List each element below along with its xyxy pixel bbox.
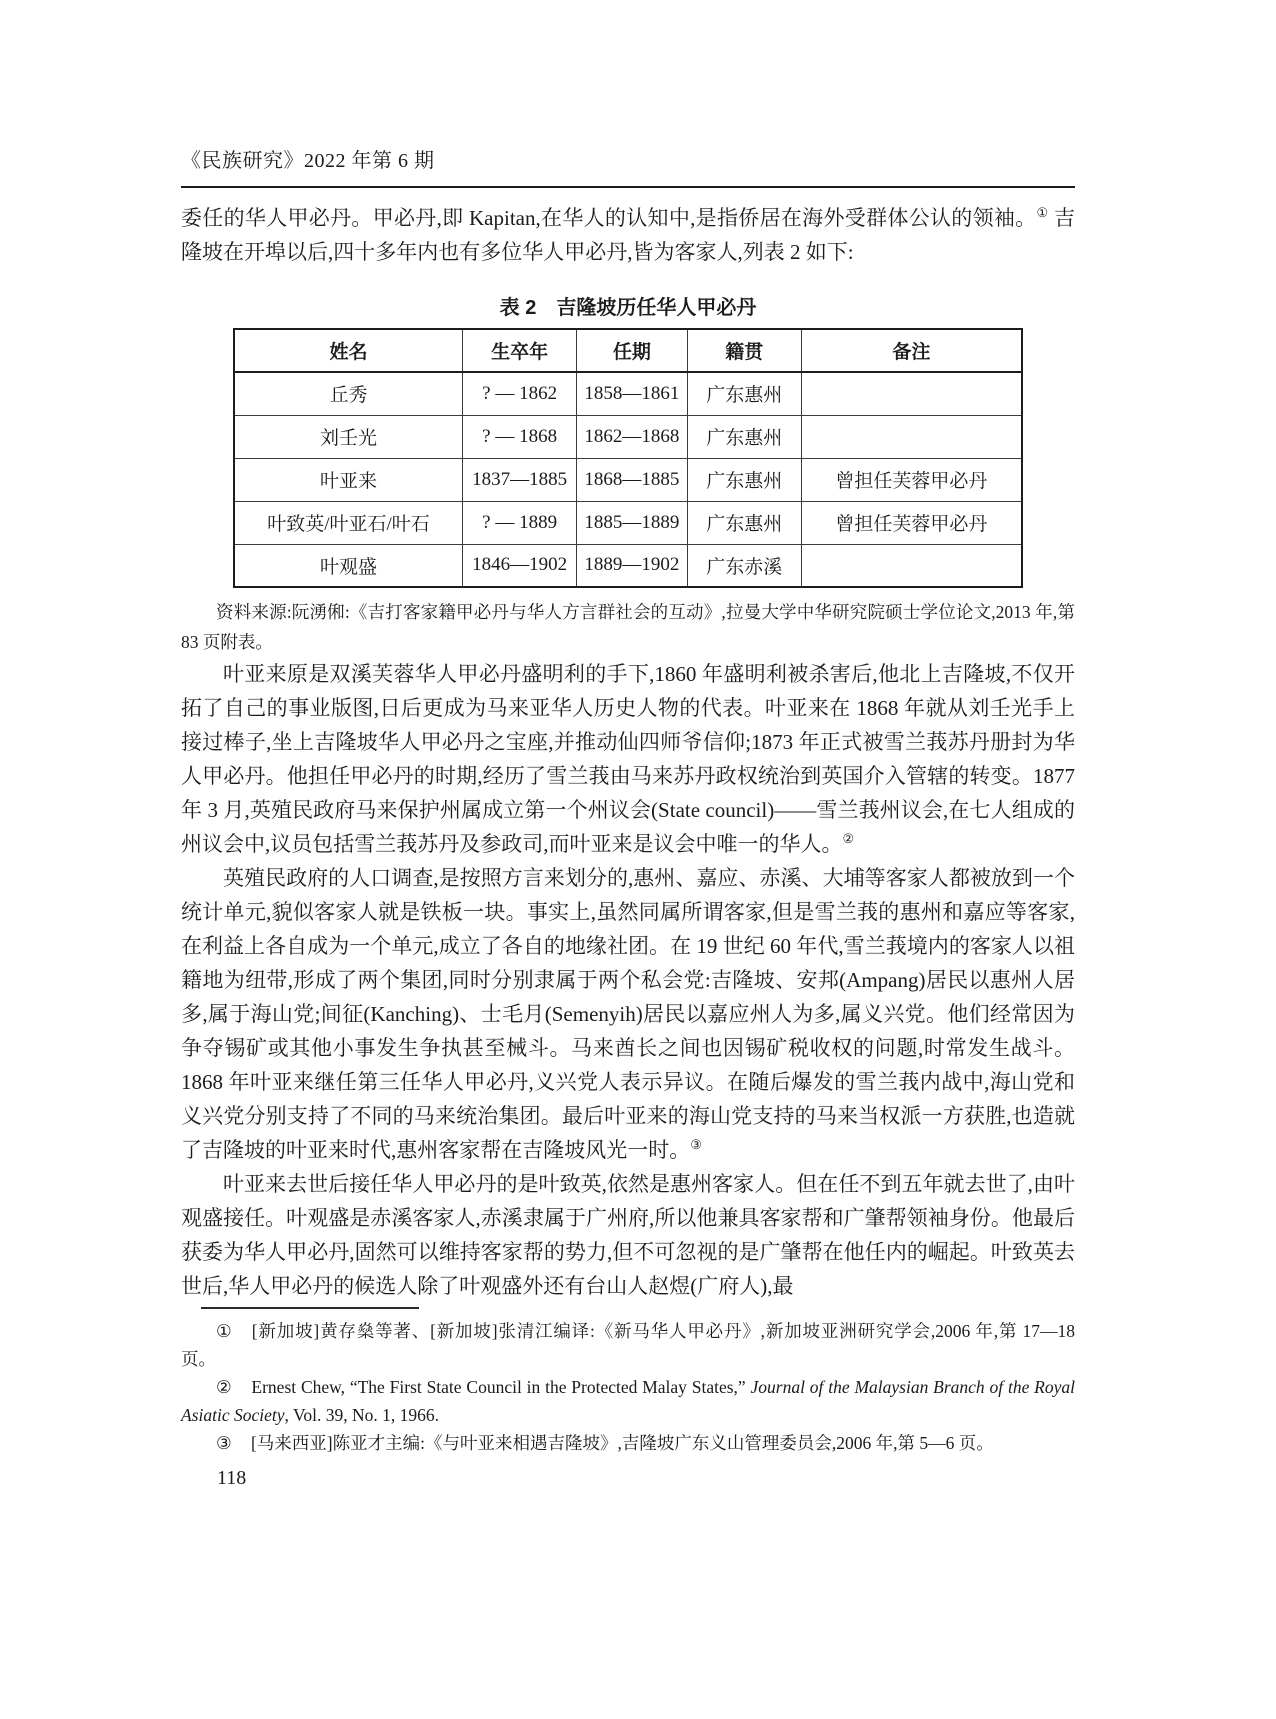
footnote (181, 1373, 1075, 1429)
intro-paragraph (181, 201, 1075, 269)
paragraph-runs (181, 1172, 1075, 1298)
footnote-marker: ① (216, 1321, 233, 1341)
cell-origin: 广东惠州 (687, 372, 801, 415)
cell-name: 叶亚来 (234, 458, 463, 501)
table-caption (181, 295, 1075, 321)
paragraph-runs (181, 662, 1075, 856)
text-run: 委任的华人甲必丹。甲必丹,即 Kapitan,在华人的认知中,是指侨居在海外受群体公认的领袖。 (181, 206, 1037, 230)
kapitan-table-head (234, 329, 1022, 372)
paragraph-runs (181, 866, 1075, 1162)
cell-origin: 广东惠州 (687, 415, 801, 458)
body-paragraphs (181, 657, 1075, 1303)
footnote-rule (201, 1307, 419, 1309)
body-paragraph (181, 1167, 1075, 1303)
cell-term: 1889—1902 (577, 544, 687, 587)
footnote (181, 1429, 1075, 1457)
column-header: 姓名 (234, 329, 463, 372)
column-header: 备注 (801, 329, 1022, 372)
cell-lifespan: 1837—1885 (463, 458, 577, 501)
text-run: 吉隆坡在开埠以后,四十多年内也有多位华人甲必丹,皆为客家人,列表 2 如下: (181, 206, 1075, 264)
kapitan-table (233, 328, 1023, 588)
column-header: 任期 (577, 329, 687, 372)
table-row (234, 372, 1022, 415)
header-rule (181, 186, 1075, 188)
page-number: 118 (217, 1467, 247, 1489)
table-row (234, 458, 1022, 501)
text-run: Ernest Chew, “The First State Council in the Protected Malay States,” (251, 1377, 751, 1397)
cell-term: 1862—1868 (577, 415, 687, 458)
table-row (234, 415, 1022, 458)
text-run: ① (1036, 205, 1049, 220)
text-run: 叶亚来去世后接任华人甲必丹的是叶致英,依然是惠州客家人。但在任不到五年就去世了,由叶观盛接任。叶观盛是赤溪客家人,赤溪隶属于广州府,所以他兼具客家帮和广肇帮领袖身份。他最后获委为华人甲必丹,固然可以维持客家帮的势力,但不可忽视的是广肇帮在他任内的崛起。叶致英去世后,华人甲必丹的候选人除了叶观盛外还有台山人赵煜(广府人),最 (181, 1172, 1075, 1298)
cell-term: 1858—1861 (577, 372, 687, 415)
text-run: 英殖民政府的人口调查,是按照方言来划分的,惠州、嘉应、赤溪、大埔等客家人都被放到一个统计单元,貌似客家人就是铁板一块。事实上,虽然同属所谓客家,但是雪兰莪的惠州和嘉应等客家,在利益上各自成为一个单元,成立了各自的地缘社团。在 19 世纪 60 年代,雪兰莪境内的客家人以祖籍地为纽带,形成了两个集团,同时分别隶属于两个私会党:吉隆坡、安邦(Ampang)居民以惠州人居多,属于海山党;间征(Kanching)、士毛月(Semenyih)居民以嘉应州人为多,属义兴党。他们经常因为争夺锡矿或其他小事发生争执甚至械斗。马来酋长之间也因锡矿税收权的问题,时常发生战斗。1868 年叶亚来继任第三任华人甲必丹,义兴党人表示异议。在随后爆发的雪兰莪内战中,海山党和义兴党分别支持了不同的马来统治集团。最后叶亚来的海山党支持的马来当权派一方获胜,也造就了吉隆坡的叶亚来时代,惠州客家帮在吉隆坡风光一时。 (181, 866, 1075, 1162)
cell-name: 刘壬光 (234, 415, 463, 458)
text-run: ② (842, 831, 855, 846)
cell-lifespan: ? — 1868 (463, 415, 577, 458)
footnote-marker: ② (216, 1377, 233, 1397)
cell-lifespan: ? — 1889 (463, 501, 577, 544)
footnote (181, 1317, 1075, 1373)
table-row (234, 501, 1022, 544)
cell-lifespan: 1846—1902 (463, 544, 577, 587)
cell-lifespan: ? — 1862 (463, 372, 577, 415)
cell-term: 1885—1889 (577, 501, 687, 544)
text-run: Journal of the Malaysian Branch of the Royal Asiatic Society (181, 1377, 1075, 1425)
intro-paragraph-runs (181, 206, 1075, 264)
text-run: [新加坡]黄存燊等著、[新加坡]张清江编译:《新马华人甲必丹》,新加坡亚洲研究学会,2006 年,第 17—18 页。 (181, 1321, 1075, 1369)
table-caption-label: 表 2 (499, 297, 537, 319)
table-row (234, 544, 1022, 587)
journal-header: 《民族研究》2022 年第 6 期 (181, 150, 435, 172)
footnote-marker: ③ (216, 1433, 232, 1453)
cell-origin: 广东赤溪 (687, 544, 801, 587)
text-run: 叶亚来原是双溪芙蓉华人甲必丹盛明利的手下,1860 年盛明利被杀害后,他北上吉隆坡,不仅开拓了自己的事业版图,日后更成为马来亚华人历史人物的代表。叶亚来在 1868 年就从刘壬光手上接过棒子,坐上吉隆坡华人甲必丹之宝座,并推动仙四师爷信仰;1873 年正式被雪兰莪苏丹册封为华人甲必丹。他担任甲必丹的时期,经历了雪兰莪由马来苏丹政权统治到英国介入管辖的转变。1877 年 3 月,英殖民政府马来保护州属成立第一个州议会(State council)——雪兰莪州议会,在七人组成的州议会中,议员包括雪兰莪苏丹及参政司,而叶亚来是议会中唯一的华人。 (181, 662, 1075, 856)
cell-name: 叶致英/叶亚石/叶石 (234, 501, 463, 544)
table-source-note: 资料来源:阮湧俰:《吉打客家籍甲必丹与华人方言群社会的互动》,拉曼大学中华研究院硕士学位论文,2013 年,第 83 页附表。 (181, 602, 1075, 652)
cell-origin: 广东惠州 (687, 458, 801, 501)
body-paragraph (181, 657, 1075, 861)
body-paragraph (181, 861, 1075, 1167)
cell-term: 1868—1885 (577, 458, 687, 501)
cell-name: 丘秀 (234, 372, 463, 415)
kapitan-table-header-row (234, 329, 1022, 372)
footnote-runs (251, 1433, 994, 1453)
text-run: [马来西亚]陈亚才主编:《与叶亚来相遇吉隆坡》,吉隆坡广东义山管理委员会,2006 年,第 5—6 页。 (250, 1433, 994, 1453)
cell-note (801, 544, 1022, 587)
text-run: ③ (690, 1137, 702, 1152)
cell-note: 曾担任芙蓉甲必丹 (801, 458, 1022, 501)
text-run: , Vol. 39, No. 1, 1966. (284, 1405, 439, 1425)
kapitan-table-body (234, 372, 1022, 587)
footnote-runs (181, 1377, 1075, 1425)
cell-name: 叶观盛 (234, 544, 463, 587)
cell-note (801, 415, 1022, 458)
column-header: 生卒年 (463, 329, 577, 372)
table-caption-title: 吉隆坡历任华人甲必丹 (556, 297, 757, 319)
column-header: 籍贯 (687, 329, 801, 372)
cell-note: 曾担任芙蓉甲必丹 (801, 501, 1022, 544)
footnotes (181, 1317, 1075, 1457)
cell-note (801, 372, 1022, 415)
cell-origin: 广东惠州 (687, 501, 801, 544)
footnote-runs (181, 1321, 1075, 1369)
